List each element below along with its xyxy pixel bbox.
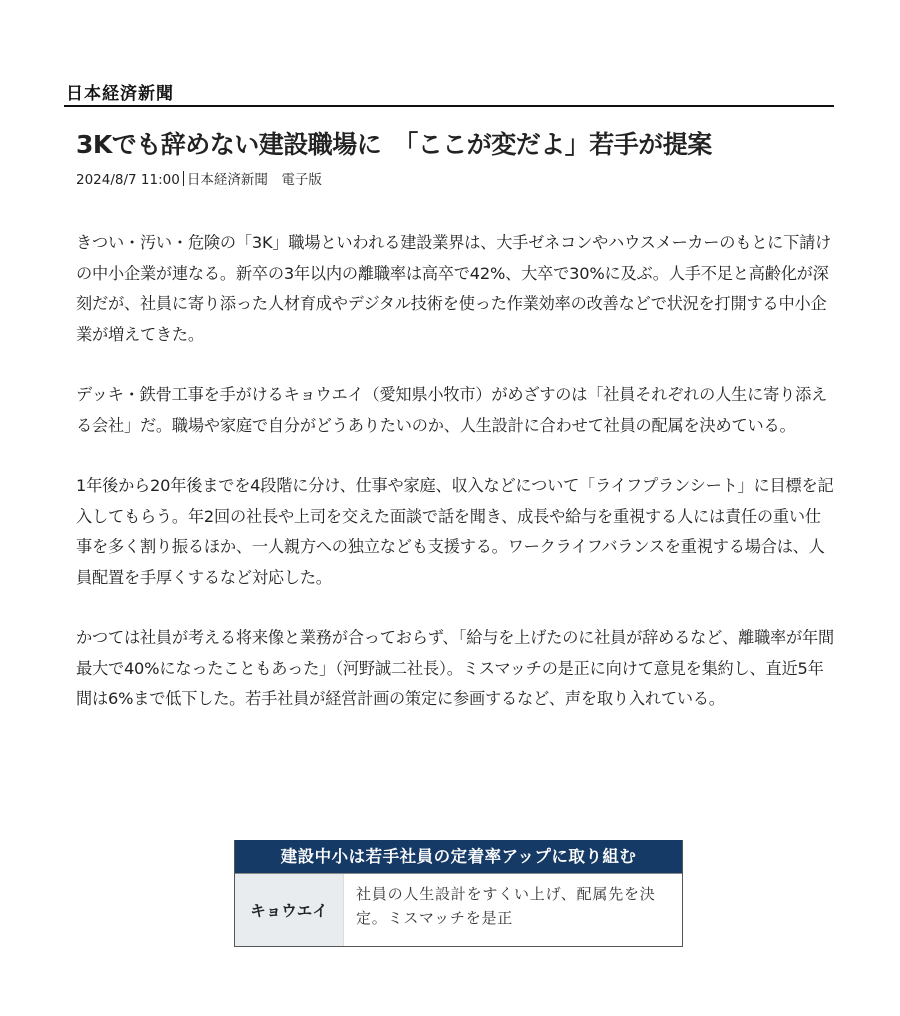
paragraph: デッキ・鉄骨工事を手がけるキョウエイ（愛知県小牧市）がめざすのは「社員それぞれの人生に寄り添える会社」だ。職場や家庭で自分がどうありたいのか、人生設計に合わせて社員の配属を決めている。 bbox=[76, 385, 828, 435]
company-initiative: 社員の人生設計をすくい上げ、配属先を決定。ミスマッチを是正 bbox=[356, 885, 656, 927]
paragraph: かつては社員が考える将来像と業務が合っておらず、「給与を上げたのに社員が辞めるなど、離職率が年間最大で40%になったこともあった」（河野誠二社長）。ミスマッチの是正に向けて意見を集約し、直近5年間は6%まで低下した。若手社員が経営計画の策定に参画するなど、声を取り入れている。 bbox=[76, 628, 835, 708]
summary-table bbox=[234, 840, 683, 947]
article-body bbox=[76, 228, 836, 745]
summary-table-header: 建設中小は若手社員の定着率アップに取り組む bbox=[235, 840, 682, 873]
company-name: キョウエイ bbox=[235, 874, 344, 946]
meta-separator bbox=[183, 171, 184, 186]
paragraph: きつい・汚い・危険の「3K」職場といわれる建設業界は、大手ゼネコンやハウスメーカーのもとに下請けの中小企業が連なる。新卒の3年以内の離職率は高卒で42%、大卒で30%に及ぶ。人手不足と高齢化が深刻だが、社員に寄り添った人材育成やデジタル技術を使った作業効率の改善などで状況を打開する中小企業が増えてきた。 bbox=[76, 233, 832, 344]
newspaper-logo: 日本経済新聞 bbox=[66, 84, 174, 104]
publication-source: 日本経済新聞 電子版 bbox=[186, 172, 322, 188]
paragraph: 1年後から20年後までを4段階に分け、仕事や家庭、収入などについて「ライフプランシート」に目標を記入してもらう。年2回の社長や上司を交えた面談で話を聞き、成長や給与を重視する人には責任の重い仕事を多く割り振るほか、一人親方への独立なども支援する。ワークライフバランスを重視する場合は、人員配置を手厚くするなど対応した。 bbox=[76, 476, 834, 587]
masthead-divider bbox=[64, 105, 834, 107]
publish-datetime: 2024/8/7 11:00 bbox=[76, 172, 180, 188]
article-meta bbox=[76, 171, 322, 189]
summary-table-row bbox=[235, 873, 682, 946]
article-title: 3Kでも辞めない建設職場に 「ここが変だよ」若手が提案 bbox=[76, 130, 712, 159]
